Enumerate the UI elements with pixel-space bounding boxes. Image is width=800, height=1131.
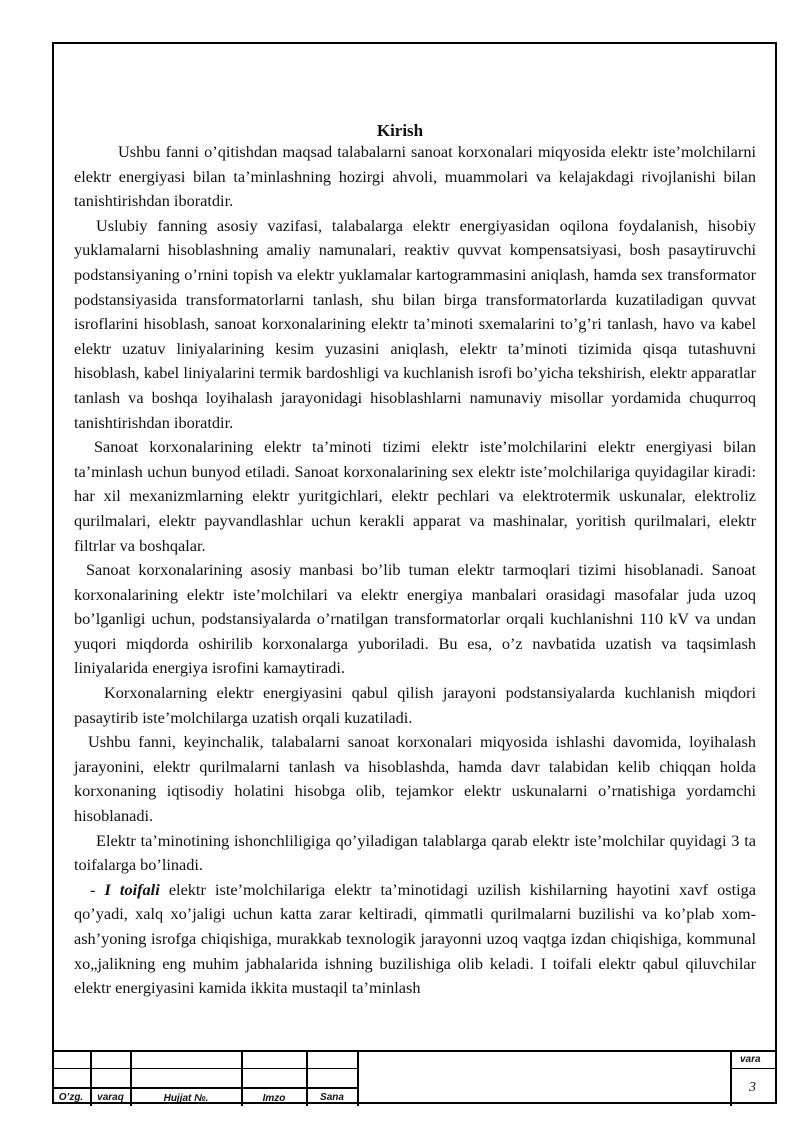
category-one-text: elektr iste’molchilariga elektr ta’minotidagi uzilish kishilarning hayotini xavf ostiga qo’yadi, xalq xo’jaligi uchun katta zarar keltiradi, qimmatli qurilmalarni buzilishi va ko’plab xom-ash’yoning isrofga chiqishiga, murakkab texnologik jarayonni uzoq vaqtga izdan chiqishiga, kommunal xo„jalikning eng muhim jabhalarida ishning buzilishiga olib keladi. I toifali elektr qabul qiluvchilar elektr energiyasini kamida ikkita mustaqil ta’minlash xyxy=(74,879,756,998)
stamp-label-signature: Imzo xyxy=(262,1093,286,1104)
stamp-label-date: Sana xyxy=(320,1092,344,1103)
category-prefix: - xyxy=(90,879,105,899)
paragraph-main-source: Sanoat korxonalarining asosiy manbasi bo’lib tuman elektr tarmoqlari tizimi hisoblanadi. Sanoat korxonalarining elektr iste’molchilari va elektr energiya manbalari orasidagi masofalar juda uzoq bo’lganligi uchun, podstansiyalarda o’rnatilgan transformatorlar orqali kuchlanishni 110 kV va undan yuqori miqdorda oshirilib korxonalarga yuboriladi. Bu esa, o’z navbatida uzatish va taqsimlash liniyalarida energiya isrofini kamaytiradi. xyxy=(74,560,756,678)
paragraph-supply-system: Sanoat korxonalarining elektr ta’minoti tizimi elektr iste’molchilarini elektr energiyasi bilan ta’minlash uchun bunyod etiladi. Sanoat korxonalarining sex elektr iste’molchilariga quyidagilar kiradi: har xil mexanizmlarning elektr yuritgichlari, elektr pechlari va elektrotermik uskunalar, elektroliz qurilmalari, elektr payvandlashlar uchun kerakli apparat va mashinalar, yoritish qurilmalari, elektr filtrlar va boshqalar. xyxy=(74,437,756,555)
stamp-sheet-label: vara xyxy=(740,1054,761,1065)
category-one-lead: I toifali xyxy=(104,879,160,899)
stamp-line xyxy=(52,1087,357,1089)
paragraph-application: Ushbu fanni, keyinchalik, talabalarni sanoat korxonalari miqyosida ishlashi davomida, loyihalash jarayonini, elektr qurilmalarni tanlash va hisoblashda, hamda davr talabidan kelib chiqqan holda korxonaning iqtisodiy holatini hisobga olib, tejamkor elektr uskunalarni o’rnatishiga yordamchi hisoblanadi. xyxy=(74,732,756,826)
stamp-label-change: O’zg. xyxy=(58,1092,84,1103)
paragraph-reception: Korxonalarning elektr energiyasini qabul qilish jarayoni podstansiyalarda kuchlanish miqdori pasaytirib iste’molchilarga uzatish orqali kuzatiladi. xyxy=(74,683,756,727)
document-body xyxy=(74,140,756,1001)
paragraph-purpose: Ushbu fanni o’qitishdan maqsad talabalarni sanoat korxonalari miqyosida elektr iste’molchilarni elektr energiyasi bilan ta’minlashning hozirgi ahvoli, muammolari va kelajakdagi rivojlanishi bilan tanishtirishdan iboratdir. xyxy=(74,142,756,211)
stamp-line xyxy=(52,1050,777,1052)
document-title: Kirish xyxy=(376,121,424,140)
stamp-line xyxy=(730,1068,777,1069)
stamp-label-sheet: varaq xyxy=(97,1092,124,1103)
paragraph-category-one xyxy=(74,878,756,1001)
paragraph-categories: Elektr ta’minotining ishonchliligiga qo’yiladigan talablarga qarab elektr iste’molchilar quyidagi 3 ta toifalarga bo’linadi. xyxy=(74,830,756,875)
page-number: 3 xyxy=(749,1080,756,1095)
stamp-line xyxy=(730,1050,732,1106)
stamp-line xyxy=(357,1050,359,1106)
stamp-line xyxy=(52,1068,357,1069)
paragraph-tasks: Uslubiy fanning asosiy vazifasi, talabalarga elektr energiyasidan oqilona foydalanish, hisobiy yuklamalarni hisoblashning amaliy namunalari, reaktiv quvvat kompensatsiyasi, bosh pasaytiruvchi podstansiyaning o’rnini topish va elektr yuklamalar kartogrammasini aniqlash, hamda sex transformator podstansiyasida transformatorlarni tanlash, shu bilan birga transformatorlarda kuzatiladigan quvvat isroflarini hisoblash, sanoat korxonalarining elektr ta’minoti sxemalarini to’g’ri tanlash, havo va kabel elektr uzatuv liniyalarining kesim yuzasini aniqlash, elektr ta’minoti tizimida qisqa tutashuvni hisoblash, kabel liniyalarini termik bardoshligi va kuchlanish isrofi bo’yicha tekshirish, elektr apparatlar tanlash va boshqa loyihalash jarayonidagi hisoblashlarni namunaviy misollar yordamida chuqurroq tanishtirishdan iboratdir. xyxy=(74,215,756,432)
stamp-label-document-number: Hujjat №. xyxy=(163,1093,209,1104)
title-block-stamp xyxy=(52,1050,777,1106)
